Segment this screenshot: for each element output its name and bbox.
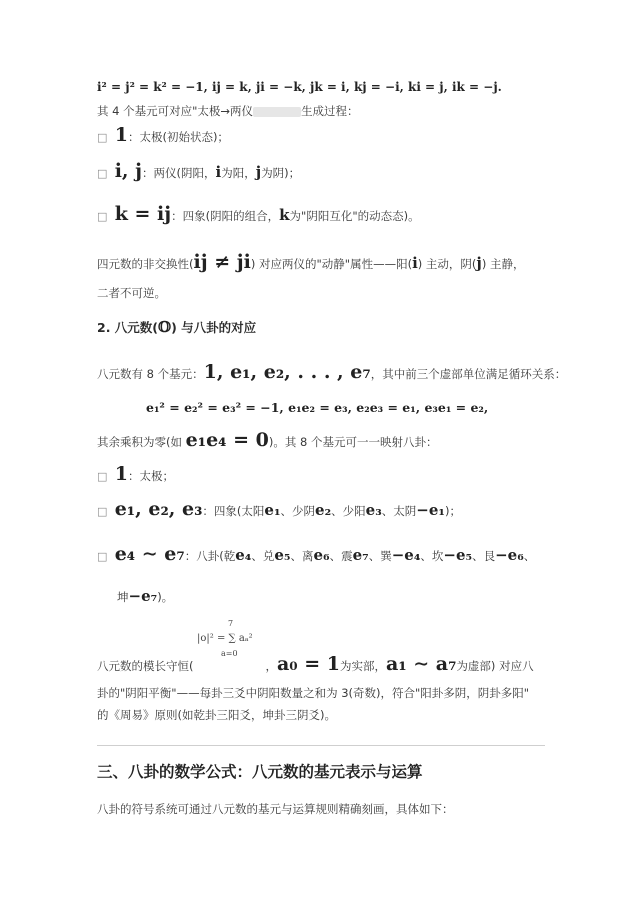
blurred-region <box>253 107 301 117</box>
list-item-text: 、巽 <box>368 549 392 563</box>
octonion-relations: e₁² = e₂² = e₃² = −1, e₁e₂ = e₃, e₂e₃ = e₁, e₃e₁ = e₂, <box>146 400 489 415</box>
list-item-text: ：太极； <box>127 469 174 483</box>
paragraph-text: ，其中前三个虚部单位满足循环关系： <box>370 367 567 381</box>
bullet-box-icon: □ <box>97 505 108 518</box>
heading-text: 2. 八元数( <box>97 320 159 335</box>
math-symbol: e₆ <box>313 546 330 564</box>
section-divider <box>97 745 545 746</box>
paragraph-text: 八元数有 8 个基元： <box>97 367 204 381</box>
math-symbol: −e₅ <box>443 546 473 564</box>
list-item-text: 为阴)； <box>261 166 301 180</box>
list-item-text: 、少阴 <box>280 504 316 518</box>
math-symbol: i, j <box>114 160 143 182</box>
section-heading-octonion <box>97 319 256 336</box>
list-item-text: 、太阴 <box>381 504 417 518</box>
list-item-text: 、少阳 <box>331 504 366 518</box>
math-symbol: e₅ <box>274 546 291 564</box>
bullet-box-icon: □ <box>97 550 108 563</box>
list-item-text: ：太极(初始状态)； <box>127 130 229 144</box>
intro-text-end: 生成过程： <box>301 104 359 118</box>
math-symbol: a₁ ∼ a₇ <box>386 653 457 675</box>
list-item-text: ：四象(阴阳的组合， <box>171 209 280 223</box>
paragraph-text: ) 对应两仪的"动静"属性——阳( <box>250 257 413 271</box>
bullet-box-icon: □ <box>97 210 108 223</box>
list-item-text: )。 <box>157 590 174 604</box>
quaternion-mapping-intro <box>97 103 359 119</box>
math-symbol: j <box>255 163 262 181</box>
list-item-text: 、 <box>523 549 536 563</box>
math-symbol: e₁e₄ = 0 <box>185 429 269 451</box>
math-symbol: 1 <box>114 463 128 485</box>
list-item-text: 为阳， <box>221 166 256 180</box>
paragraph-text: 八元数的模长守恒( <box>97 659 194 673</box>
list-item <box>97 498 461 520</box>
paragraph-noncommutative <box>97 251 525 273</box>
paragraph-norm-line2: 卦的"阴阳平衡"——每卦三爻中阴阳数量之和为 3(奇数)，符合"阳卦多阴，阴卦多阳" <box>97 686 530 700</box>
sum-upper-limit: 7 <box>228 619 234 628</box>
heading-text: ) 与八卦的对应 <box>171 320 257 335</box>
math-symbol: ij ≠ ji <box>193 251 251 273</box>
list-item-text: 坤 <box>117 590 129 604</box>
math-symbol: i <box>412 254 418 272</box>
list-item-text: )； <box>444 504 461 518</box>
math-symbol: e₄ <box>235 546 252 564</box>
math-symbol: e₇ <box>352 546 369 564</box>
math-symbol: e₂ <box>315 501 332 519</box>
bullet-box-icon: □ <box>97 131 108 144</box>
list-item-text: ：两仪(阴阳， <box>142 166 216 180</box>
math-symbol: e₃ <box>365 501 382 519</box>
math-symbol: 𝕆 <box>158 318 172 336</box>
list-item-continued <box>117 588 173 605</box>
math-symbol: k <box>279 206 290 224</box>
math-symbol: −e₇ <box>128 587 158 605</box>
paragraph-text: ) 主静， <box>481 257 525 271</box>
intro-text: 其 4 个基元可对应"太极→两仪 <box>97 104 254 118</box>
paragraph-octonion-basis <box>97 361 567 383</box>
bullet-box-icon: □ <box>97 470 108 483</box>
paragraph-text: ) 主动，阴( <box>417 257 477 271</box>
math-symbol: e₄ ∼ e₇ <box>114 543 185 565</box>
sum-expression: |o|² = ∑ aₐ² <box>197 633 253 644</box>
list-item <box>97 124 229 146</box>
list-item <box>97 160 301 182</box>
math-symbol: j <box>476 254 482 272</box>
paragraph-other-products <box>97 429 438 451</box>
list-item <box>97 543 536 565</box>
list-item-text: 、兑 <box>251 549 275 563</box>
paragraph-norm-line3: 的《周易》原则(如乾卦三阳爻，坤卦三阴爻)。 <box>97 708 336 722</box>
math-symbol: −e₄ <box>391 546 421 564</box>
paragraph-text: 四元数的非交换性( <box>97 257 194 271</box>
math-symbol: e₁, e₂, e₃ <box>114 498 203 520</box>
paragraph-norm <box>97 653 534 675</box>
list-item-text: 为"阴阳互化"的动态态)。 <box>289 209 420 223</box>
bullet-box-icon: □ <box>97 167 108 180</box>
list-item <box>97 203 420 225</box>
list-item-text: 、震 <box>329 549 353 563</box>
list-item-text: 、离 <box>290 549 314 563</box>
list-item-text: 、艮 <box>472 549 496 563</box>
sum-lower-limit: a=0 <box>221 649 238 658</box>
quaternion-relations: i² = j² = k² = −1, ij = k, ji = −k, jk = i, kj = −i, ki = j, ik = −j. <box>97 80 502 94</box>
list-item-text: ：八卦(乾 <box>184 549 236 563</box>
paragraph-line2: 二者不可逆。 <box>97 286 166 300</box>
list-item <box>97 463 174 485</box>
list-item-text: 、坎 <box>420 549 444 563</box>
paragraph-closing: 八卦的符号系统可通过八元数的基元与运算规则精确刻画，具体如下： <box>97 802 454 816</box>
math-symbol: −e₁ <box>416 501 445 519</box>
paragraph-text: 为实部， <box>340 659 387 673</box>
math-symbol: a₀ = 1 <box>277 653 341 675</box>
section-heading-three: 三、八卦的数学公式：八元数的基元表示与运算 <box>97 763 423 781</box>
paragraph-text: 其余乘积为零(如 <box>97 435 186 449</box>
list-item-text: ：四象(太阳 <box>202 504 265 518</box>
paragraph-text: 为虚部) 对应八 <box>456 659 534 673</box>
math-symbol: i <box>215 163 222 181</box>
math-symbol: 1, e₁, e₂, . . . , e₇ <box>203 361 371 383</box>
math-symbol: 1 <box>114 124 128 146</box>
math-symbol: −e₆ <box>495 546 524 564</box>
math-symbol: e₁ <box>264 501 281 519</box>
paragraph-text: ， <box>265 659 277 673</box>
math-symbol: k = ij <box>114 203 172 225</box>
paragraph-text: )。其 8 个基元可一一映射八卦： <box>268 435 438 449</box>
